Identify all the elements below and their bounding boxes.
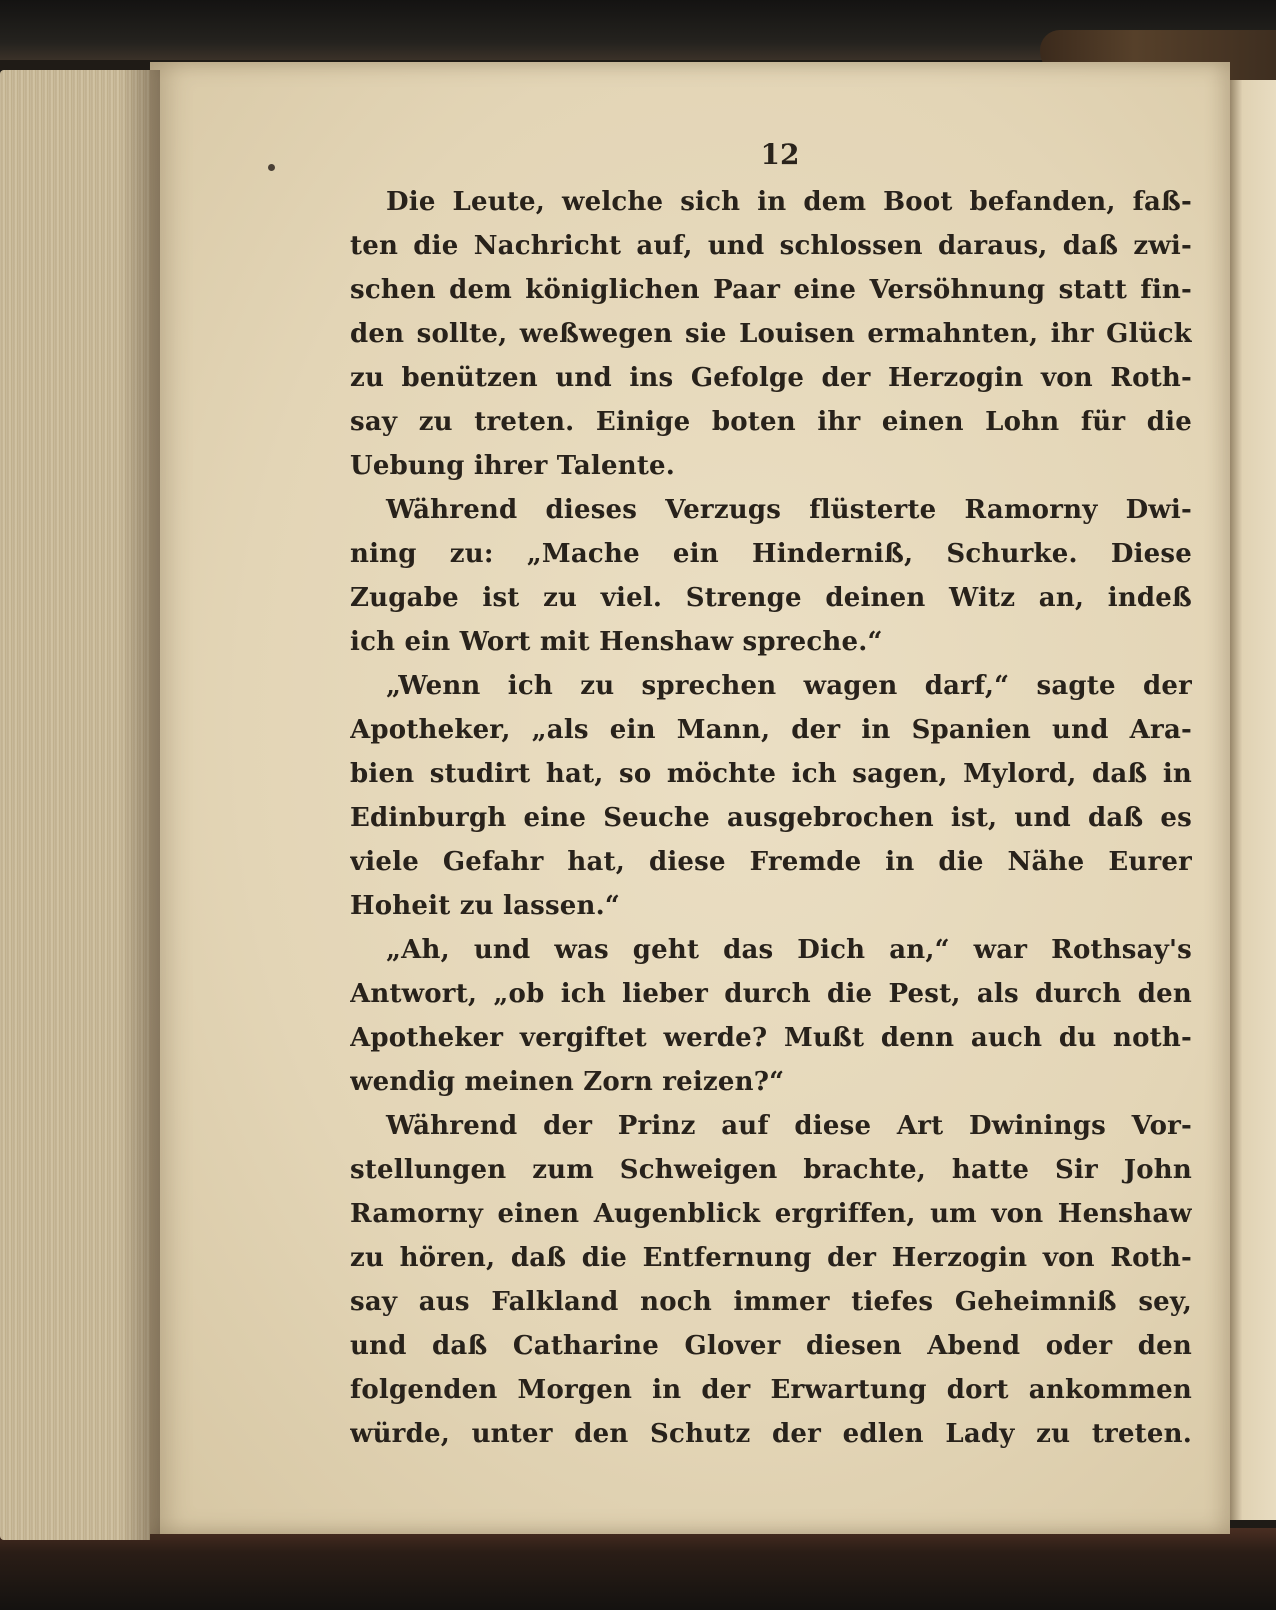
text-line: ten die Nachricht auf, und schlossen daraus, daß zwi- (350, 231, 1192, 261)
text-line: Antwort, „ob ich lieber durch die Pest, als durch den (350, 979, 1192, 1009)
text-line: folgenden Morgen in der Erwartung dort ankommen (350, 1375, 1192, 1405)
page-number: 12 (760, 138, 800, 171)
text-line: Apotheker vergiftet werde? Mußt denn auch du noth- (350, 1023, 1192, 1053)
text-line: zu hören, daß die Entfernung der Herzogin von Roth- (350, 1243, 1192, 1273)
text-line: say zu treten. Einige boten ihr einen Lohn für die (350, 407, 1192, 437)
right-page-edge (1228, 80, 1276, 1520)
text-line: den sollte, weßwegen sie Louisen ermahnten, ihr Glück (350, 319, 1192, 349)
text-line: say aus Falkland noch immer tiefes Geheimniß sey, (350, 1287, 1192, 1317)
text-line: und daß Catharine Glover diesen Abend oder den (350, 1331, 1192, 1361)
text-line: viele Gefahr hat, diese Fremde in die Nähe Eurer (350, 847, 1192, 877)
text-line: Während der Prinz auf diese Art Dwinings Vor- (386, 1111, 1192, 1141)
text-line: „Ah, und was geht das Dich an,“ war Rothsay's (386, 935, 1192, 965)
ink-dot (268, 164, 275, 171)
text-line: Apotheker, „als ein Mann, der in Spanien und Ara- (350, 715, 1192, 745)
text-line: zu benützen und ins Gefolge der Herzogin von Roth- (350, 363, 1192, 393)
body-text (350, 180, 1192, 1456)
text-line: würde, unter den Schutz der edlen Lady zu treten. (350, 1419, 1192, 1449)
text-line: Hoheit zu lassen.“ (350, 891, 621, 921)
text-line: stellungen zum Schweigen brachte, hatte Sir John (350, 1155, 1192, 1185)
text-line: Edinburgh eine Seuche ausgebrochen ist, und daß es (350, 803, 1192, 833)
text-line: Zugabe ist zu viel. Strenge deinen Witz an, indeß (350, 583, 1192, 613)
text-line: Uebung ihrer Talente. (350, 451, 676, 481)
background-bottom (0, 1528, 1276, 1610)
text-line: bien studirt hat, so möchte ich sagen, Mylord, daß in (350, 759, 1192, 789)
text-line: ich ein Wort mit Henshaw spreche.“ (350, 627, 883, 657)
text-line: wendig meinen Zorn reizen?“ (350, 1067, 785, 1097)
text-line: Ramorny einen Augenblick ergriffen, um von Henshaw (350, 1199, 1192, 1229)
text-line: schen dem königlichen Paar eine Versöhnung statt fin- (350, 275, 1192, 305)
text-line: Die Leute, welche sich in dem Boot befanden, faß- (386, 187, 1192, 217)
text-line: ning zu: „Mache ein Hinderniß, Schurke. Diese (350, 539, 1192, 569)
gutter-shadow (120, 70, 160, 1540)
text-line: Während dieses Verzugs flüsterte Ramorny Dwi- (386, 495, 1192, 525)
text-line: „Wenn ich zu sprechen wagen darf,“ sagte der (386, 671, 1192, 701)
